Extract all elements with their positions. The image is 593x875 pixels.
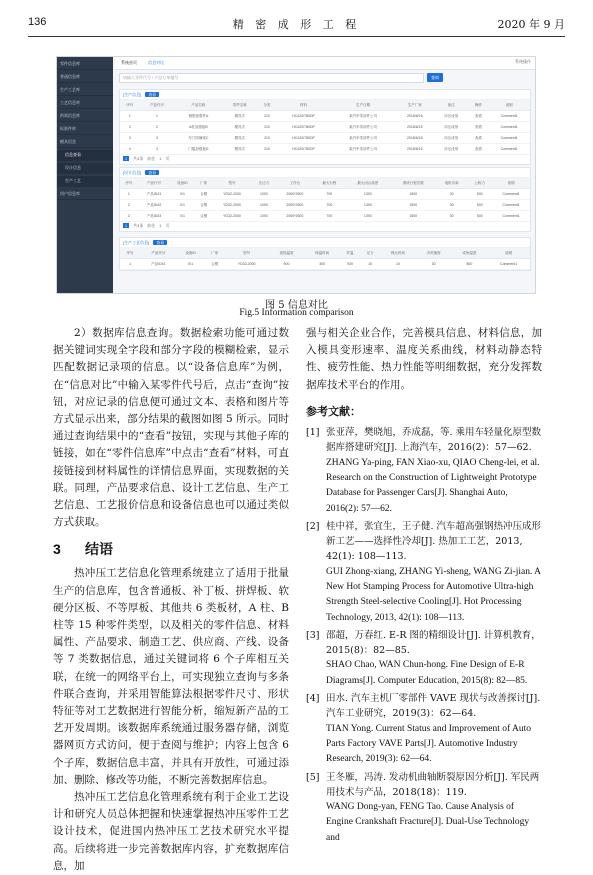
sidebar-item[interactable]: 生产工艺 <box>57 176 113 187</box>
table-cell: 某汽车零部件公司 <box>330 122 395 133</box>
table-cell: 产品ID43 <box>138 211 170 222</box>
table-cell: 冲压成形 <box>434 133 469 144</box>
reference-cn: 桂中祥，张宜生，王子健. 汽车超高强钢热冲压成形新工艺——选择性冷却[J]. 热加工工艺，2013, 42(1): 108—113. <box>326 520 542 563</box>
table-cell: 210 <box>257 122 277 133</box>
table-cell: 合模 <box>195 189 213 200</box>
column-header: 操作 <box>469 100 489 111</box>
column-header: 公称力 <box>467 178 492 189</box>
column-header: 序号 <box>120 100 140 111</box>
view-button[interactable]: 查看 <box>145 170 159 175</box>
sidebar-item[interactable]: 供需信息库 <box>57 111 113 122</box>
sidebar-item[interactable]: 标准件库 <box>57 124 113 135</box>
table-cell: YD32-2000 <box>213 211 252 222</box>
paragraph-query: 2）数据库信息查询。数据检索功能可通过数据关键词实现全字段和部分字段的模糊检索，显示匹配数据记录项的信息。以“设备信息库”为例，在“信息对比”中输入某零件代号后，点击“查询”按钮，对应记录的信息便可通过文本、表格和图片等方式显示出来，部分结果的截图如图 5 所示。同时通过查询结果中的“查看”按钮，实现与其他子库的链接，如在“零件信息库”中点击“查看”材料，可直接链接到材料属性的详情信息界面，实现数据的关联。同理，产品要求信息、设计工艺信息、生产工艺信息、工艺报价信息和设备信息也可以通过类似方式获取。 <box>53 327 289 529</box>
table-cell: 冲压成形 <box>434 122 469 133</box>
table-cell: 30 <box>436 189 468 200</box>
result-table <box>120 248 530 270</box>
table-cell: 查看 <box>469 111 489 122</box>
column-header: 设备ID <box>170 178 195 189</box>
reference-number: [5] <box>306 771 320 783</box>
table-row <box>120 144 530 155</box>
running-header <box>28 16 565 32</box>
table-cell: 合模 <box>195 200 213 211</box>
table-cell: 500 <box>467 189 492 200</box>
column-header: 冷却速度 <box>416 248 452 259</box>
table-cell: 合模 <box>205 259 225 270</box>
reference-en: WANG Dong-yan, FENG Tao. Cause Analysis of Engine Crankshaft Fracture[J]. Dual-Use Technology and <box>326 802 530 843</box>
table-cell: 2018/6/15 <box>396 122 434 133</box>
pagination <box>120 155 530 164</box>
sidebar-item[interactable]: 用户信息库 <box>57 189 113 200</box>
table-cell: 500 <box>467 200 492 211</box>
reference-cn: 邵超，万春红. E-R 图的精细设计[J]. 计算机教育，2015(8)：82—85. <box>326 629 541 657</box>
view-button[interactable]: 查看 <box>153 240 167 245</box>
table-cell: 查看 <box>469 144 489 155</box>
table-cell: Comment1 <box>492 211 530 222</box>
sidebar-item[interactable]: 零件信息库 <box>57 59 113 70</box>
table-cell: 模具式 <box>222 144 257 155</box>
section-heading: 3 结语 <box>53 541 113 558</box>
table-cell: 车门防撞梁C <box>174 133 222 144</box>
table-cell: 产品ID42 <box>138 200 170 211</box>
main-area <box>115 57 535 293</box>
header-rule <box>28 36 565 37</box>
tab-bar <box>115 57 535 70</box>
table-cell: 模具式 <box>222 111 257 122</box>
table-row <box>120 111 530 122</box>
table-cell: 0/1 <box>170 211 195 222</box>
column-header: 保压时间 <box>380 248 416 259</box>
table-cell: 0/1 <box>170 200 195 211</box>
pager-item[interactable]: 1 <box>124 223 128 228</box>
view-button[interactable]: 查看 <box>145 92 159 97</box>
column-header: 炉温 <box>340 248 360 259</box>
result-panel <box>119 237 531 271</box>
table-cell: A柱加强板B <box>174 122 222 133</box>
column-header: 最大闭合高度 <box>345 178 390 189</box>
tab-info-compare[interactable]: 信息对比 <box>148 60 165 65</box>
figure-screenshot <box>56 56 536 294</box>
table-row <box>120 200 530 211</box>
table-cell: YD32-2000 <box>213 189 252 200</box>
right-column <box>306 325 542 848</box>
table-row <box>120 259 530 270</box>
table-cell: 500 <box>467 211 492 222</box>
column-header: 生产日期 <box>330 100 395 111</box>
table-cell: 模具式 <box>222 133 257 144</box>
table-cell: 210 <box>257 133 277 144</box>
table-cell: 2018/6/15 <box>396 133 434 144</box>
table-cell: 700 <box>314 211 346 222</box>
references-title: 参考文献： <box>306 405 361 418</box>
table-cell: 1 <box>120 259 140 270</box>
table-cell: 2 <box>120 200 138 211</box>
table-cell: 300 <box>304 259 340 270</box>
table-cell: 某汽车零部件公司 <box>330 144 395 155</box>
table-cell: 2018/6/15 <box>396 111 434 122</box>
column-header: 序号 <box>120 248 140 259</box>
table-cell: 0/1 <box>177 259 205 270</box>
table-cell: 2000*2500 <box>276 189 313 200</box>
reference-number: [3] <box>306 629 320 641</box>
pager-item: 前往 <box>147 223 156 228</box>
table-cell: 产品ID41 <box>138 189 170 200</box>
table-cell: 3 <box>120 133 140 144</box>
table-cell: 30 <box>436 200 468 211</box>
reference-item <box>306 770 542 846</box>
table-cell: 1000 <box>252 200 277 211</box>
column-header: 零件名称 <box>222 100 257 111</box>
column-header: 产品代号 <box>138 178 170 189</box>
column-header: 最大行程 <box>314 178 346 189</box>
figure-caption-cn: 图 5 信息对比 <box>265 300 328 311</box>
table-cell: 1300 <box>345 211 390 222</box>
figure-caption-en: Fig.5 Information comparison <box>239 308 354 318</box>
table-cell: 某汽车零部件公司 <box>330 111 395 122</box>
pagination <box>120 222 530 231</box>
table-cell: 1500 <box>391 211 436 222</box>
reference-en: GUI Zhong-xiang, ZHANG Yi-sheng, WANG Zi-jian. A New Hot Stamping Process for Automotive Ultra-high Strength Steel-selective Cooling[J]. Hot Processing Technology, 2013, 42(1): 108—113. <box>326 566 541 623</box>
column-header: 加热温度 <box>269 248 305 259</box>
result-table <box>120 100 530 155</box>
table-cell: 10 <box>360 259 380 270</box>
reference-item <box>306 425 542 517</box>
column-header: 说明 <box>488 100 530 111</box>
issue-date: 2020 年 9 月 <box>497 18 565 31</box>
reference-en: ZHANG Ya-ping, FAN Xiao-xu, QIAO Cheng-lei, et al. Research on the Construction of Lightweight Prototype Database for Passenger Cars[J]. Shanghai Auto, 2016(2): 57—62. <box>326 457 540 514</box>
table-cell: Comment1 <box>488 133 530 144</box>
table-cell: 1 <box>140 111 175 122</box>
panel-title: [生产信息] 查看 <box>120 90 530 100</box>
reference-list <box>306 425 542 846</box>
column-header: 材料 <box>277 100 331 111</box>
table-cell: 2 <box>140 122 175 133</box>
reference-item <box>306 628 542 689</box>
pager-item: 1 <box>159 156 162 161</box>
column-header: 序号 <box>120 178 138 189</box>
column-header: 压边力 <box>252 178 277 189</box>
column-header: 产品代号 <box>140 100 175 111</box>
table-row <box>120 189 530 200</box>
column-header: 生产厂家 <box>396 100 434 111</box>
paragraph-continued: 强与相关企业合作，完善模具信息、材料信息，加入模具变形速率、温度关系曲线，材料动静态特性、疲劳性能、热力性能等明细数据，充分发挥数据库技术平台的作用。 <box>306 327 542 391</box>
table-cell: 查看 <box>469 122 489 133</box>
column-header: 压力 <box>360 248 380 259</box>
page-number: 136 <box>28 16 47 28</box>
table-row <box>120 211 530 222</box>
table-cell: 冲压成形 <box>434 144 469 155</box>
column-header: 电机功率 <box>436 178 468 189</box>
table-cell: 4 <box>120 144 140 155</box>
table-cell: HC420/780DP <box>277 133 331 144</box>
table-cell: Comment1 <box>488 122 530 133</box>
column-header: 滑块行程次数 <box>391 178 436 189</box>
pager-item[interactable]: 1 <box>124 156 128 161</box>
reference-number: [1] <box>306 427 320 439</box>
column-header: 设备ID <box>177 248 205 259</box>
result-panel <box>119 167 531 232</box>
column-header: 厂家 <box>205 248 225 259</box>
sidebar <box>57 57 113 293</box>
table-cell: 0/1 <box>170 189 195 200</box>
table-cell: 1500 <box>391 189 436 200</box>
paragraph-conclusion-1: 热冲压工艺信息化管理系统建立了适用于批量生产的信息库，包含普通板、补丁板、拼焊板、软硬分区板、不等厚板、其他共 6 类板材，A 柱、B 柱等 15 种零件类型，以及相关的零件信息、材料属性、产品要求、制造工艺、供应商、产线、设备等 7 类数据信息，通过关键词将 6 个子库相互关联，在统一的网络平台上，可实现独立查询与多条件联合查询，并采用智能算法根据零件尺寸、形状特征等对工艺数据进行智能分析，缩短新产品的工艺开发周期。该数据库系统通过服务器存储，浏览器网页方式访问，便于查阅与维护；内容上包含 6 个子库，数据信息丰富，并具有开放性，可通过添加、删除、修改等功能，不断完善数据库信息。 <box>53 567 289 786</box>
paragraph-conclusion-2: 热冲压工艺信息化管理系统有利于企业工艺设计和研究人员总体把握和快速掌握热冲压零件工艺设计技术，促进国内热冲压工艺技术研究水平提高。后续将进一步完善数据库内容，扩充数据库信息，加 <box>53 791 289 872</box>
table-row <box>120 122 530 133</box>
table-cell: 侧围加强件A <box>174 111 222 122</box>
table-cell: 30 <box>436 211 468 222</box>
table-cell: 2 <box>120 122 140 133</box>
table-cell: 1300 <box>345 189 390 200</box>
table-cell: 900 <box>269 259 305 270</box>
search-button[interactable]: 查询 <box>427 73 443 82</box>
reference-number: [2] <box>306 520 320 532</box>
table-cell: 210 <box>257 111 277 122</box>
reference-en: SHAO Chao, WAN Chun-hong. Fine Design of E-R Diagrams[J]. Computer Education, 2015(8): 82—85. <box>326 660 528 686</box>
reference-number: [4] <box>306 693 320 705</box>
table-cell: 2018/6/15 <box>396 144 434 155</box>
pager-item: 共3条 <box>133 223 144 228</box>
sidebar-item[interactable]: 生产工艺库 <box>57 85 113 96</box>
column-header: 保温时间 <box>304 248 340 259</box>
table-cell: 查看 <box>469 133 489 144</box>
column-header: 型号 <box>225 248 269 259</box>
table-cell: 1000 <box>252 189 277 200</box>
pager-item: 页 <box>165 223 170 228</box>
table-cell: 700 <box>314 200 346 211</box>
column-header: 工作台 <box>276 178 313 189</box>
table-cell: 模具式 <box>222 122 257 133</box>
column-header: 说明 <box>492 178 530 189</box>
table-cell: HC420/780DP <box>277 144 331 155</box>
column-header: 产品名称 <box>174 100 222 111</box>
table-cell: 3 <box>120 211 138 222</box>
panel-title: [生产工艺信息] 查看 <box>120 238 530 248</box>
column-header: 型号 <box>213 178 252 189</box>
reference-item <box>306 691 542 767</box>
table-cell: 800 <box>452 259 488 270</box>
result-panel <box>119 89 531 165</box>
reference-en: TIAN Yong. Current Status and Improvement of Auto Parts Factory VAVE Parts[J]. Automotive Industry Research, 2019(3): 62—64. <box>326 723 532 765</box>
sidebar-item[interactable]: 普通信息库 <box>57 72 113 83</box>
table-cell: 210 <box>257 144 277 155</box>
reference-cn: 王冬雁，冯涛. 发动机曲轴断裂原因分析[J]. 军民两用技术与产品，2018(18)：119. <box>326 771 540 798</box>
table-row <box>120 133 530 144</box>
table-cell: YD32-2000 <box>225 259 269 270</box>
table-cell: 1 <box>120 189 138 200</box>
pager-item: 页 <box>165 156 170 161</box>
table-cell: 门槛加强板D <box>174 144 222 155</box>
table-cell: HC420/780DP <box>277 122 331 133</box>
column-header: 分类 <box>257 100 277 111</box>
pager-item: 1 <box>159 223 162 228</box>
journal-name: 精 密 成 形 工 程 <box>232 18 361 31</box>
table-cell: 某汽车零部件公司 <box>330 133 395 144</box>
column-header: 备注 <box>434 100 469 111</box>
table-cell: 3 <box>140 133 175 144</box>
pager-item: 共4条 <box>133 156 144 161</box>
sidebar-item[interactable]: 模具信息 <box>57 137 113 148</box>
table-cell: 700 <box>314 189 346 200</box>
table-cell: 4 <box>140 144 175 155</box>
table-cell: HC420/780DP <box>277 111 331 122</box>
search-input[interactable]: 请输入零件代号 / 产品订单编号 <box>119 73 424 83</box>
tab-home[interactable]: 系统首页 <box>121 60 137 65</box>
table-cell: Comment1 <box>492 189 530 200</box>
table-cell: 1 <box>120 111 140 122</box>
table-cell: YD32-2000 <box>213 200 252 211</box>
table-cell: 1500 <box>391 200 436 211</box>
table-cell: Comment1 <box>488 144 530 155</box>
result-table <box>120 178 530 222</box>
table-cell: 2000*2500 <box>276 211 313 222</box>
column-header: 厂家 <box>195 178 213 189</box>
table-cell: 冲压成形 <box>434 111 469 122</box>
table-cell: 产品ID41 <box>140 259 177 270</box>
system-menu[interactable]: 系统操作 <box>515 59 531 64</box>
left-column <box>53 325 289 875</box>
table-cell: 2000*2500 <box>276 200 313 211</box>
table-cell: 10 <box>380 259 416 270</box>
sidebar-item[interactable]: 信息查看 <box>57 150 113 161</box>
panel-title: [设计信息] 查看 <box>120 168 530 178</box>
pager-item: 前往 <box>147 156 156 161</box>
table-cell: 930 <box>340 259 360 270</box>
table-cell: 1300 <box>345 200 390 211</box>
table-cell: Comment1 <box>488 111 530 122</box>
sidebar-item[interactable]: 工艺信息库 <box>57 98 113 109</box>
reference-item <box>306 519 542 626</box>
column-header: 产品代号 <box>140 248 177 259</box>
table-cell: Comment1 <box>487 259 530 270</box>
reference-cn: 田水. 汽车主机厂零部件 VAVE 现状与改善探讨[J]. 汽车工业研究，2019(3)：62—64. <box>326 693 541 720</box>
column-header: 说明 <box>487 248 530 259</box>
table-cell: 合模 <box>195 211 213 222</box>
table-cell: 1000 <box>252 211 277 222</box>
table-cell: Comment1 <box>492 200 530 211</box>
reference-cn: 张亚萍，樊晓旭，乔成磊，等. 乘用车轻量化原型数据库搭建研究[J]. 上海汽车，2016(2)：57—62. <box>326 427 542 454</box>
table-cell: 30 <box>416 259 452 270</box>
sidebar-item[interactable]: 设计信息 <box>57 163 113 174</box>
column-header: 成形温度 <box>452 248 488 259</box>
